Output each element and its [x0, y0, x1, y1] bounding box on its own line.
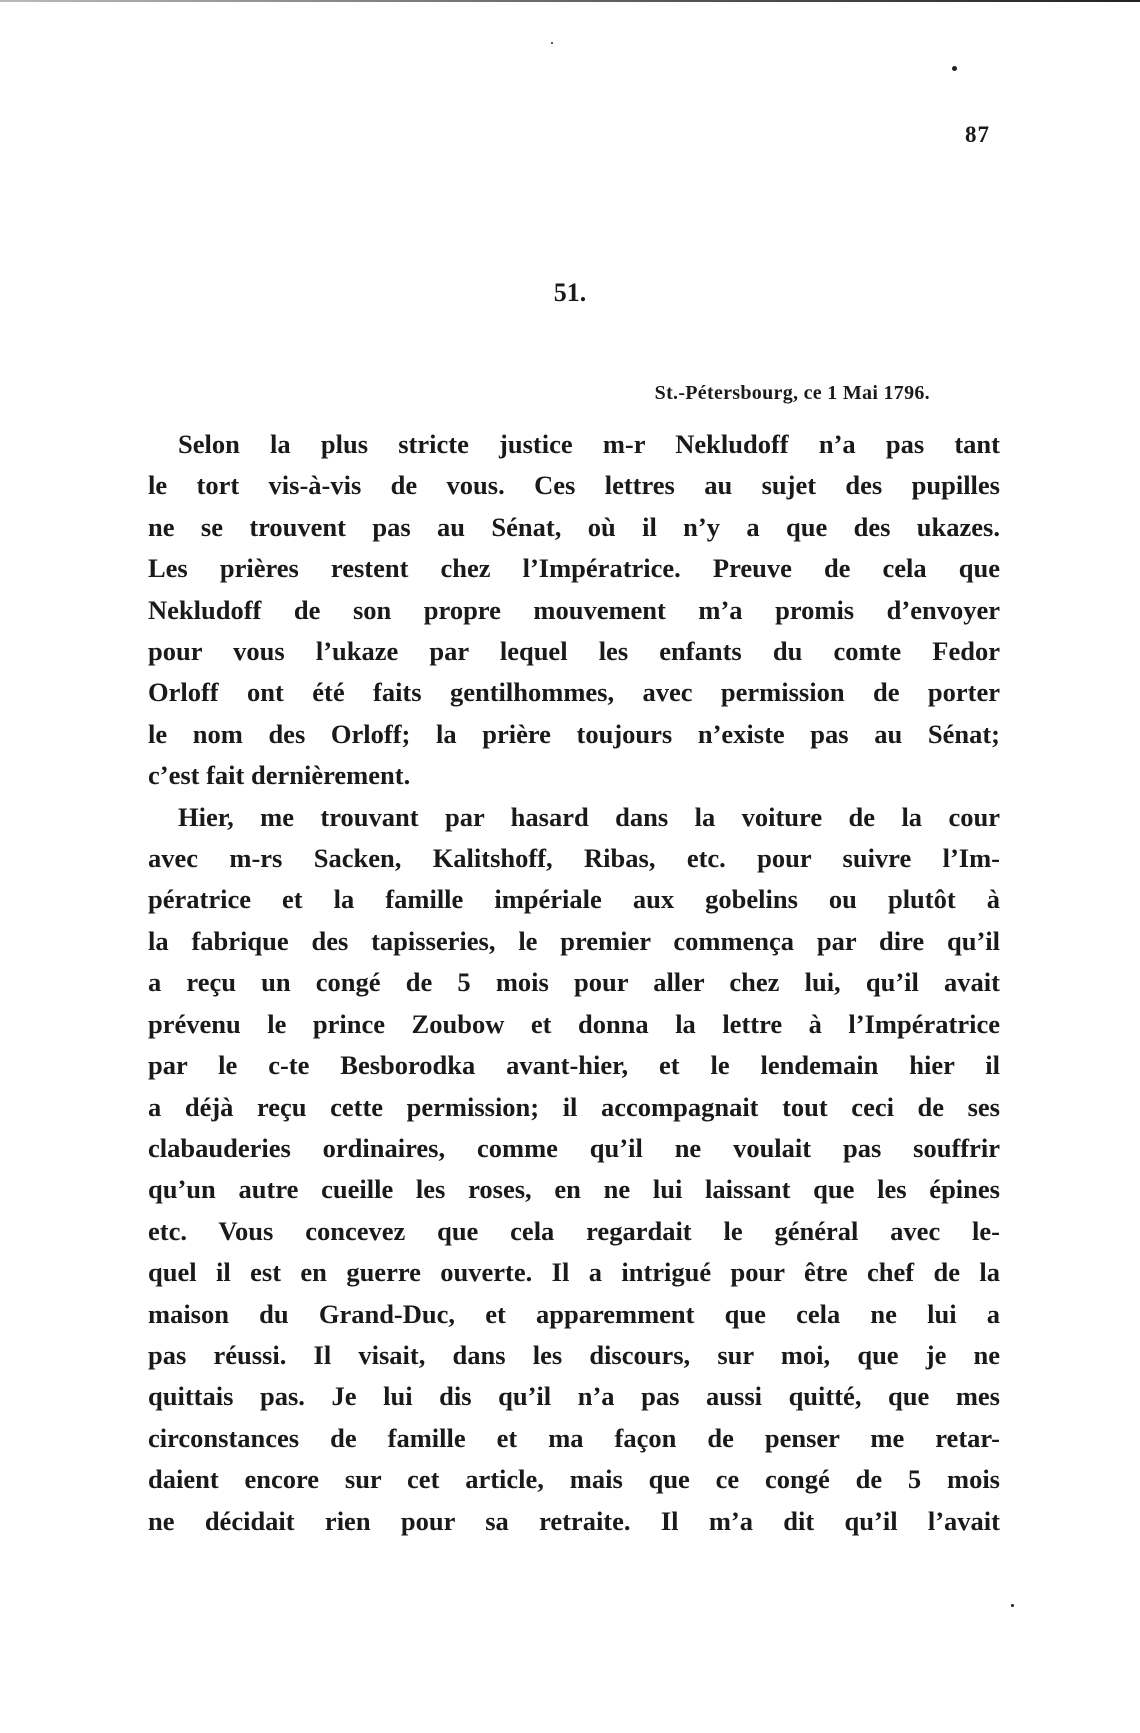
text-line: qu’un autre cueille les roses, en ne lui laissant que les épines: [148, 1174, 1000, 1205]
text-line: quel il est en guerre ouverte. Il a intrigué pour être chef de la: [148, 1257, 1000, 1288]
text-line: Les prières restent chez l’Impératrice. Preuve de cela que: [148, 553, 1000, 584]
paragraph: [148, 797, 1000, 1542]
text-line: etc. Vous concevez que cela regardait le général avec le-: [148, 1215, 1000, 1246]
text-line: a déjà reçu cette permission; il accompagnait tout ceci de ses: [148, 1091, 1000, 1122]
text-line: pas réussi. Il visait, dans les discours, sur moi, que je ne: [148, 1339, 1000, 1370]
text-line: ne se trouvent pas au Sénat, où il n’y a que des ukazes.: [148, 511, 1000, 542]
text-line: prévenu le prince Zoubow et donna la lettre à l’Impératrice: [148, 1008, 1000, 1039]
text-line: la fabrique des tapisseries, le premier commença par dire qu’il: [148, 925, 1000, 956]
text-line: a reçu un congé de 5 mois pour aller chez lui, qu’il avait: [148, 967, 1000, 998]
text-line: pératrice et la famille impériale aux gobelins ou plutôt à: [148, 884, 1000, 915]
paragraph: [148, 424, 1000, 797]
page-number: 87: [965, 122, 990, 147]
text-line: pour vous l’ukaze par lequel les enfants du comte Fedor: [148, 636, 1000, 667]
text-line: le nom des Orloff; la prière toujours n’existe pas au Sénat;: [148, 718, 1000, 749]
text-line: circonstances de famille et ma façon de penser me retar-: [148, 1422, 1000, 1453]
text-line: Orloff ont été faits gentilhommes, avec permission de porter: [148, 677, 1000, 708]
print-speck: [1011, 1604, 1014, 1607]
text-line: Hier, me trouvant par hasard dans la voiture de la cour: [178, 801, 1000, 832]
text-line: Selon la plus stricte justice m-r Nekludoff n’a pas tant: [178, 429, 1000, 459]
text-line: le tort vis-à-vis de vous. Ces lettres au sujet des pupilles: [148, 470, 1000, 501]
text-line: avec m-rs Sacken, Kalitshoff, Ribas, etc. pour suivre l’Im-: [148, 843, 1000, 874]
text-line: clabauderies ordinaires, comme qu’il ne voulait pas souffrir: [148, 1132, 1000, 1163]
letter-dateline: St.-Pétersbourg, ce 1 Mai 1796.: [654, 382, 930, 404]
text-line: quittais pas. Je lui dis qu’il n’a pas aussi quitté, que mes: [148, 1381, 1000, 1412]
text-line: maison du Grand-Duc, et apparemment que cela ne lui a: [148, 1298, 1000, 1329]
text-line: par le c-te Besborodka avant-hier, et le lendemain hier il: [148, 1050, 1000, 1081]
letter-body: [148, 424, 1000, 1542]
text-line: daient encore sur cet article, mais que ce congé de 5 mois: [148, 1464, 1000, 1495]
letter-number: 51.: [553, 278, 587, 307]
text-line: Nekludoff de son propre mouvement m’a promis d’envoyer: [148, 594, 1000, 625]
text-line: c’est fait dernièrement.: [148, 760, 411, 791]
print-speck: [551, 42, 553, 44]
top-edge-rule: [0, 0, 1140, 2]
text-line: ne décidait rien pour sa retraite. Il m’a dit qu’il l’avait: [148, 1505, 1000, 1536]
print-speck: [952, 66, 957, 71]
